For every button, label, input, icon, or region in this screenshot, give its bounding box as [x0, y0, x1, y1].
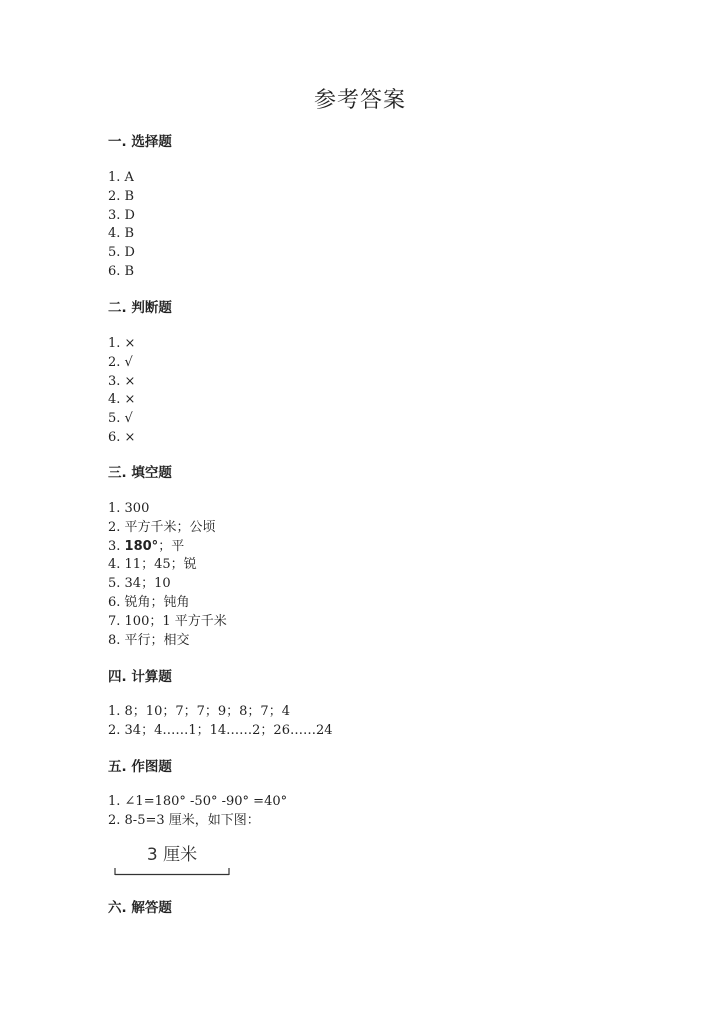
answer-item: 1. ∠1=180° -50° -90° =40° [108, 794, 288, 809]
answer-item: 1. × [108, 336, 136, 351]
answer-item: 7. 100；1 平方千米 [108, 613, 227, 629]
line-segment-diagram [114, 844, 230, 876]
answer-item: 6. 锐角；钝角 [108, 594, 190, 610]
section-heading: 一. 选择题 [108, 134, 172, 150]
answer-bold-value: 180° [124, 538, 159, 554]
answer-item: 5. D [108, 245, 135, 261]
section-solution [108, 899, 172, 917]
answer-item: 1. A [108, 170, 134, 185]
line-segment [114, 864, 230, 876]
answer-item: 2. 8-5=3 厘米，如下图： [108, 812, 260, 828]
answer-list [108, 500, 227, 650]
answer-item: 5. 34；10 [108, 576, 171, 592]
answer-item: 1. 300 [108, 501, 150, 516]
answer-item: 5. √ [108, 411, 133, 427]
answer-item: 3. D [108, 207, 135, 223]
section-drawing [108, 758, 287, 831]
answer-item: 6. × [108, 429, 136, 445]
answer-item: 4. × [108, 392, 136, 408]
answer-list [108, 169, 172, 282]
answer-item: 2. B [108, 188, 135, 204]
answer-item: 2. 平方千米；公顷 [108, 519, 216, 535]
section-calculation [108, 668, 333, 741]
answer-item: 4. B [108, 226, 135, 242]
answer-number: 3. [108, 538, 125, 554]
section-heading: 六. 解答题 [108, 900, 172, 916]
answer-list [108, 793, 287, 831]
section-heading: 五. 作图题 [108, 759, 172, 775]
answer-item: 6. B [108, 263, 135, 279]
section-heading: 四. 计算题 [108, 669, 172, 685]
section-choice [108, 133, 172, 282]
section-heading: 二. 判断题 [108, 300, 172, 316]
diagram-length-label: 3 厘米 [146, 845, 198, 865]
answer-item: 3. × [108, 373, 136, 389]
section-fill-blank [108, 464, 227, 650]
section-heading: 三. 填空题 [108, 465, 172, 481]
answer-item: 2. √ [108, 354, 133, 370]
answer-list [108, 335, 172, 448]
answer-list [108, 703, 333, 741]
page-title: 参考答案 [313, 88, 406, 113]
answer-rest: ；平 [158, 538, 185, 554]
answer-item: 2. 34；4……1；14……2；26……24 [108, 722, 333, 738]
answer-item: 4. 11；45；锐 [108, 557, 197, 573]
section-judgement [108, 299, 172, 448]
answer-item: 8. 平行；相交 [108, 632, 190, 648]
answer-item: 1. 8；10；7；7；9；8；7；4 [108, 704, 290, 719]
answer-item [108, 538, 227, 557]
